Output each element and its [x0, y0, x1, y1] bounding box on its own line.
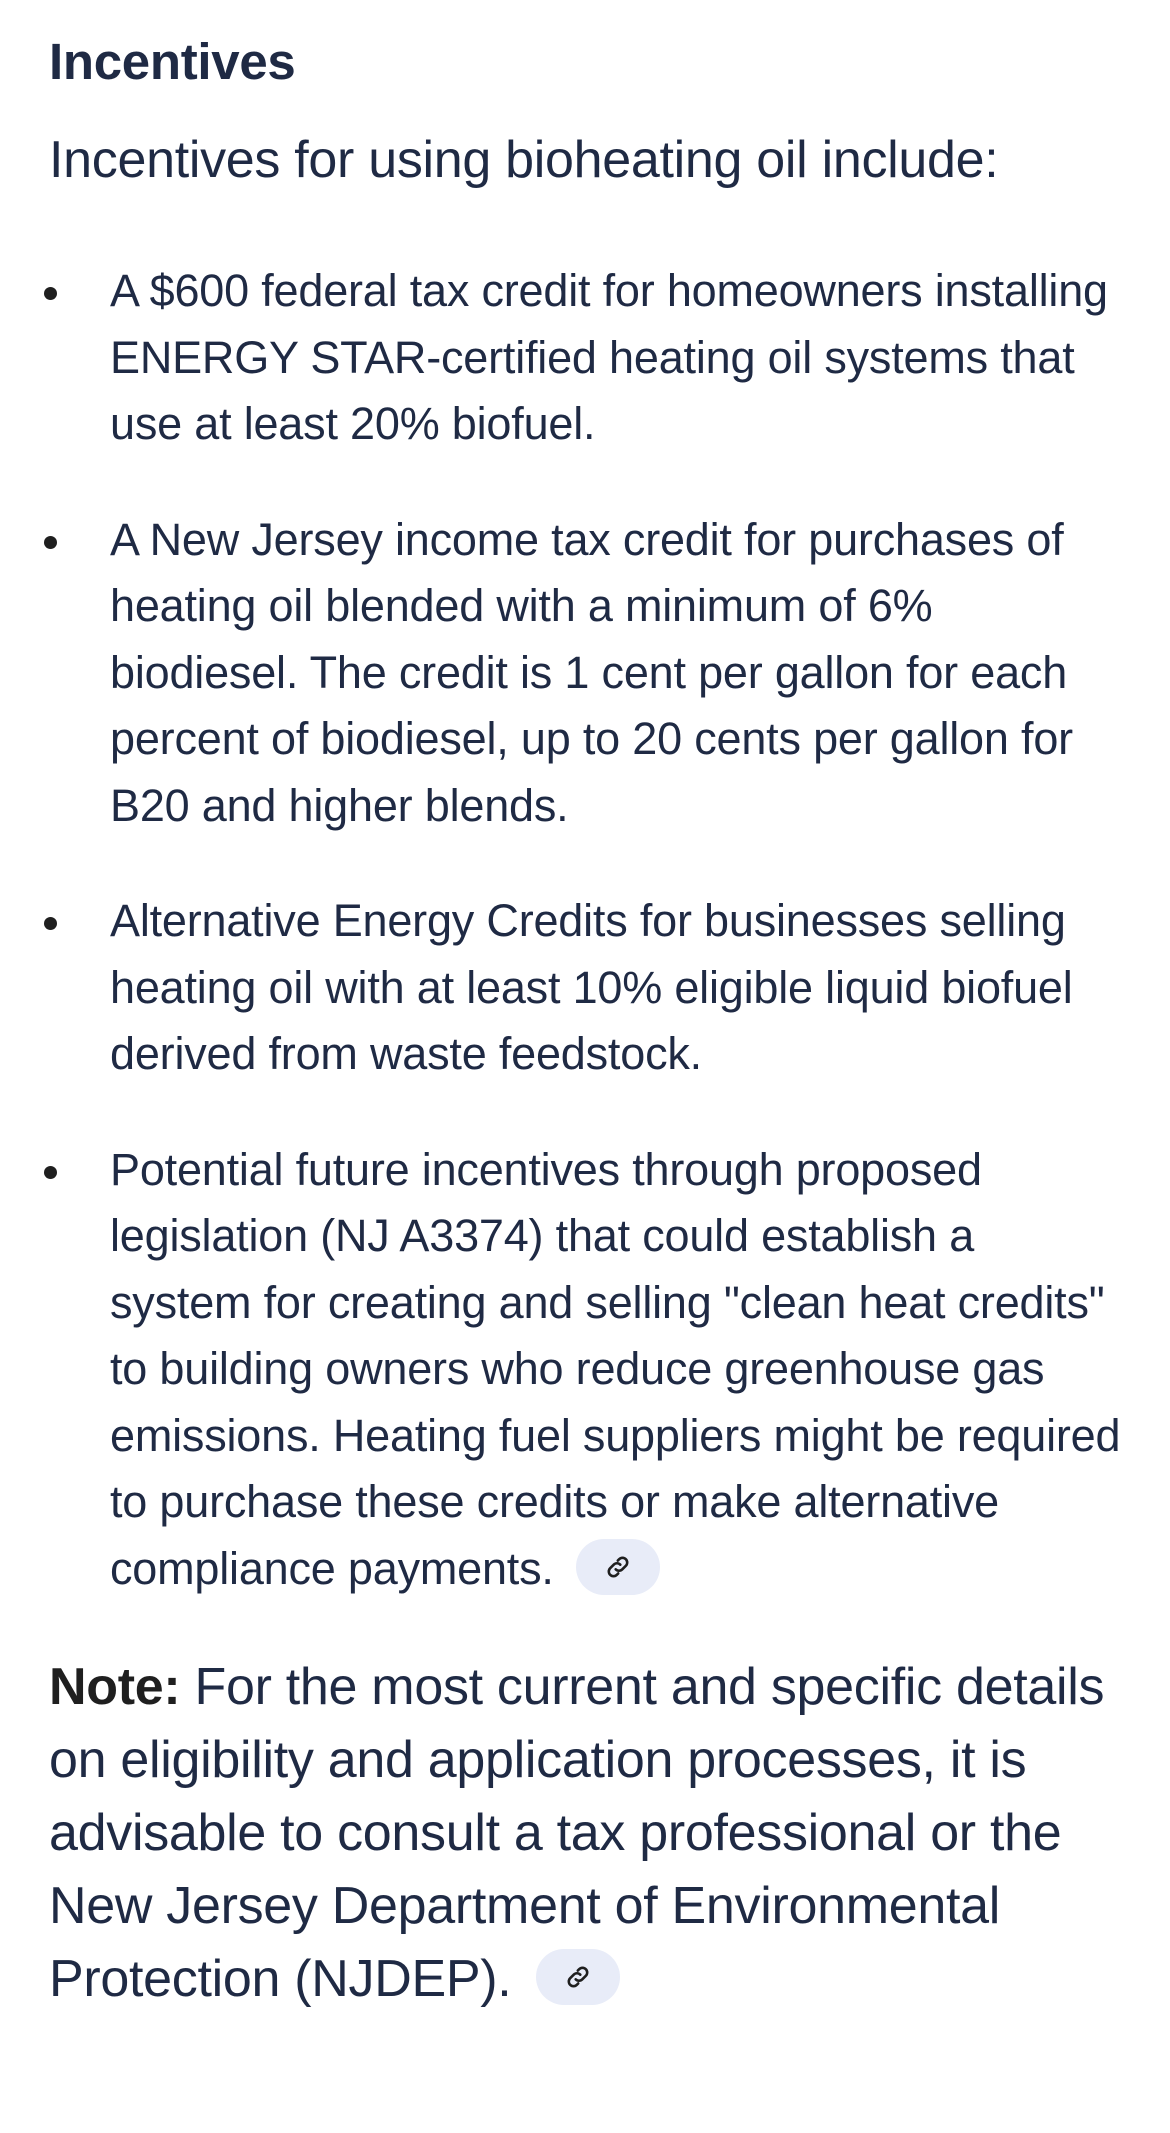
intro-text: Incentives for using bioheating oil include: — [49, 131, 999, 189]
bullet-dot — [44, 1166, 57, 1179]
bullet-dot — [44, 917, 57, 930]
list-item-text: A $600 federal tax credit for homeowners installing ENERGY STAR-certified heating oil systems that use at least 20% biofuel. — [110, 265, 1108, 449]
list-item-text: A New Jersey income tax credit for purchases of heating oil blended with a minimum of 6% biodiesel. The credit is 1 cent per gallon for each percent of biodiesel, up to 20 cents per gallon for B20 and higher blends. — [110, 513, 1073, 831]
bullet-dot — [44, 287, 57, 300]
list-item — [49, 507, 1121, 840]
source-link-chip[interactable] — [576, 1539, 660, 1595]
section-heading: Incentives — [49, 33, 296, 90]
list-item — [49, 258, 1121, 458]
list-item-text: Potential future incentives through proposed legislation (NJ A3374) that could establish a system for creating and selling "clean heat credits" to building owners who reduce greenhouse gas emissions. Heating fuel suppliers might be required to purchase these credits or make alternative compliance payments. — [110, 1143, 1121, 1594]
note-text: For the most current and specific details on eligibility and application processes, it is advisable to consult a tax professional or the New Jersey Department of Environmental Protection (NJDEP). — [49, 1658, 1105, 2008]
note-paragraph — [49, 1651, 1121, 2016]
list-item — [49, 1137, 1121, 1603]
note-label: Note: — [49, 1658, 181, 1716]
incentives-list — [49, 258, 1121, 1602]
list-item — [49, 888, 1121, 1088]
link-icon — [564, 1963, 592, 1991]
list-item-text: Alternative Energy Credits for businesses selling heating oil with at least 10% eligible liquid biofuel derived from waste feedstock. — [110, 895, 1073, 1079]
link-icon — [604, 1553, 632, 1581]
source-link-chip[interactable] — [536, 1949, 620, 2005]
bullet-dot — [44, 536, 57, 549]
